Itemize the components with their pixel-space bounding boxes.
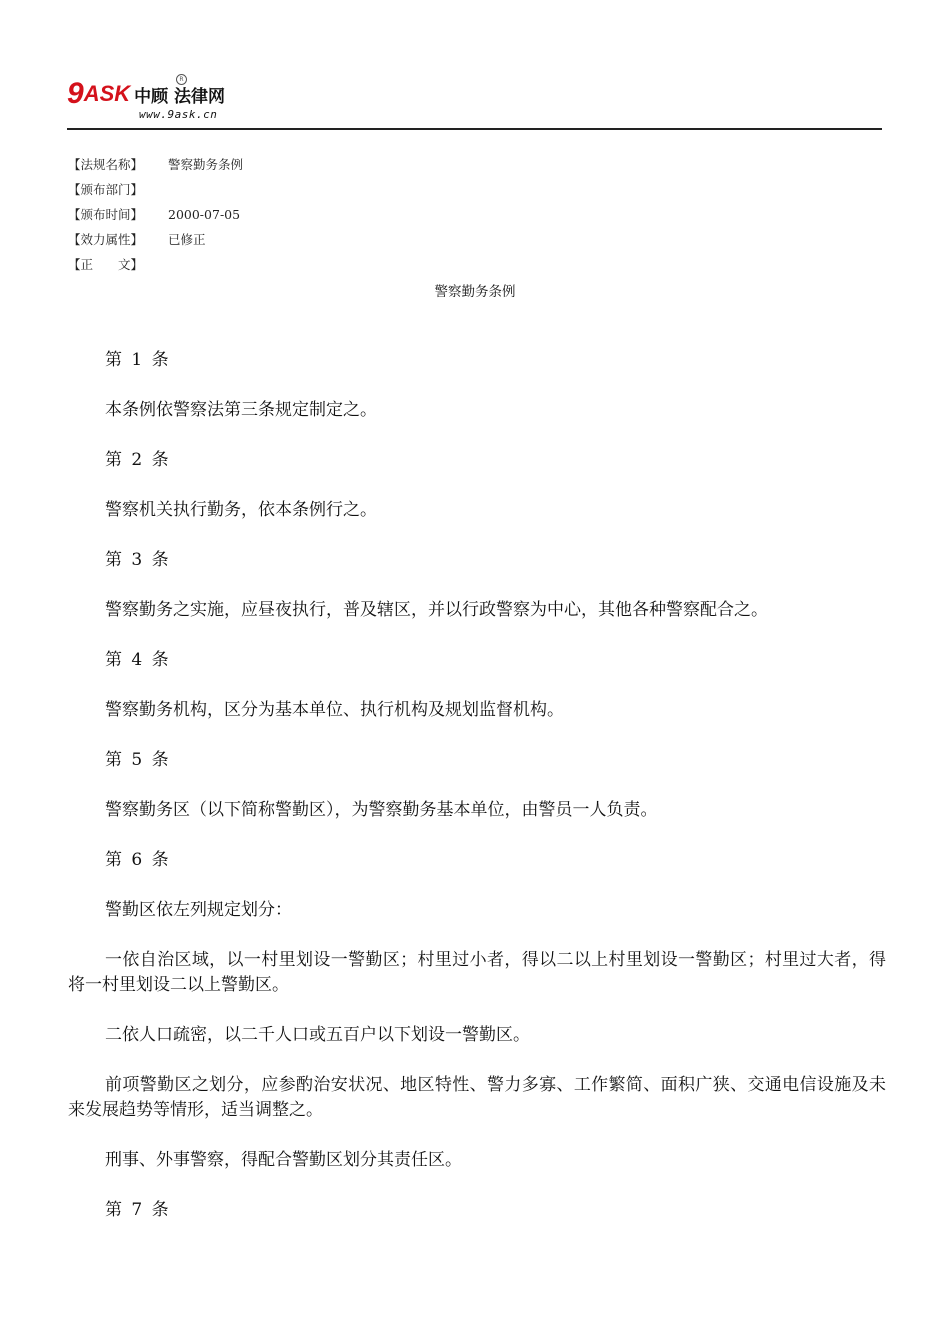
meta-label: 【颁布时间】 xyxy=(68,207,144,222)
logo-wordmark xyxy=(67,77,226,110)
meta-value: 已修正 xyxy=(168,232,206,247)
article-paragraph: 警察勤务机构，区分为基本单位、执行机构及规划监督机构。 xyxy=(105,700,564,720)
article-heading: 第 1 条 xyxy=(105,350,169,370)
article-paragraph: 一依自治区域，以一村里划设一警勤区；村里过小者，得以二以上村里划设一警勤区；村里过大者，得将一村里划设二以上警勤区。 xyxy=(68,950,886,995)
meta-label: 【正 文】 xyxy=(68,257,144,272)
logo-chinese-name: 中顾 法律网 xyxy=(134,86,226,107)
article-paragraph: 警勤区依左列规定划分： xyxy=(105,900,292,920)
logo-9: 9 xyxy=(67,77,83,110)
article-heading: 第 4 条 xyxy=(105,650,169,670)
article-paragraph: 二依人口疏密，以二千人口或五百户以下划设一警勤区。 xyxy=(105,1025,530,1045)
meta-value: 2000-07-05 xyxy=(168,207,241,222)
article-paragraph: 本条例依警察法第三条规定制定之。 xyxy=(105,400,377,420)
meta-row-name xyxy=(68,155,243,180)
site-header xyxy=(67,70,882,130)
article-heading: 第 2 条 xyxy=(105,450,169,470)
logo-url: www.9ask.cn xyxy=(139,108,218,121)
meta-row-date xyxy=(68,205,243,230)
article-paragraph: 警察机关执行勤务，依本条例行之。 xyxy=(105,500,377,520)
meta-label: 【效力属性】 xyxy=(68,232,144,247)
article-paragraph: 前项警勤区之划分，应参酌治安状况、地区特性、警力多寡、工作繁简、面积广狭、交通电信设施及未来发展趋势等情形，适当调整之。 xyxy=(68,1075,886,1120)
site-logo[interactable] xyxy=(67,70,267,126)
meta-row-status xyxy=(68,230,243,255)
logo-ask: ASK xyxy=(83,81,131,106)
meta-value: 警察勤务条例 xyxy=(168,157,244,172)
meta-row-body xyxy=(68,255,243,280)
article-paragraph: 刑事、外事警察，得配合警勤区划分其责任区。 xyxy=(105,1150,462,1170)
registered-mark-icon: R xyxy=(176,74,187,85)
article-paragraph: 警察勤务之实施，应昼夜执行，普及辖区，并以行政警察为中心，其他各种警察配合之。 xyxy=(105,600,768,620)
meta-row-department xyxy=(68,180,243,205)
article-heading: 第 7 条 xyxy=(105,1200,169,1220)
article-heading: 第 3 条 xyxy=(105,550,169,570)
document-body xyxy=(68,348,886,1248)
document-title: 警察勤务条例 xyxy=(434,284,516,300)
article-heading: 第 6 条 xyxy=(105,850,169,870)
metadata-block xyxy=(68,155,243,280)
meta-label: 【法规名称】 xyxy=(68,157,144,172)
meta-label: 【颁布部门】 xyxy=(68,182,144,197)
article-heading: 第 5 条 xyxy=(105,750,169,770)
article-paragraph: 警察勤务区（以下简称警勤区），为警察勤务基本单位，由警员一人负责。 xyxy=(105,800,658,820)
header-divider xyxy=(67,128,882,130)
